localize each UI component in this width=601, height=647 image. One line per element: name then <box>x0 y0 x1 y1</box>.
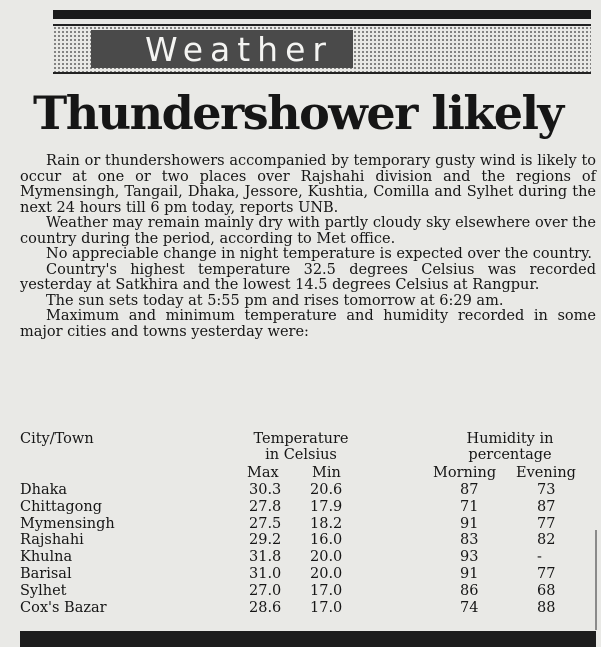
min-cell: 20.0 <box>310 549 343 566</box>
morning-cell: 87 <box>460 482 479 498</box>
morning-cell: 71 <box>460 498 479 515</box>
city-header: City/Town <box>20 431 94 447</box>
paragraph: Weather may remain mainly dry with partly cloudy sky elsewhere over the country during the period, according to Met office. <box>20 215 596 247</box>
morning-header: Morning <box>433 465 497 481</box>
evening-cell: 77 <box>537 565 556 582</box>
city-cell: Sylhet <box>20 582 67 599</box>
section-label: Weather <box>145 30 333 69</box>
min-cell: 16.0 <box>310 532 343 549</box>
paragraph: Country's highest temperature 32.5 degrees Celsius was recorded yesterday at Satkhira and the lowest 14.5 degrees Celsius at Rangpur. <box>20 261 596 293</box>
column-rule <box>595 530 597 630</box>
evening-cell: 87 <box>537 498 556 515</box>
table-row <box>0 482 601 499</box>
min-cell: 18.2 <box>310 515 343 532</box>
table-row <box>0 499 601 516</box>
morning-cell: 86 <box>460 582 479 599</box>
humidity-header <box>430 432 590 463</box>
evening-cell: 68 <box>537 582 556 599</box>
city-cell: Chittagong <box>20 498 103 515</box>
max-cell: 27.0 <box>249 582 282 599</box>
evening-cell: 88 <box>537 599 556 616</box>
city-cell: Rajshahi <box>20 532 84 549</box>
city-cell: Khulna <box>20 549 73 566</box>
table-row <box>0 516 601 533</box>
morning-cell: 83 <box>460 532 479 549</box>
bottom-rule <box>20 631 596 647</box>
city-cell: Cox's Bazar <box>20 599 107 616</box>
max-cell: 30.3 <box>249 482 282 498</box>
paragraph: The sun sets today at 5:55 pm and rises tomorrow at 6:29 am. <box>46 292 504 309</box>
humidity-header-line2: percentage <box>468 446 552 463</box>
table-row <box>0 600 601 617</box>
morning-cell: 91 <box>460 565 479 582</box>
table-row <box>0 549 601 566</box>
min-header: Min <box>312 465 341 481</box>
morning-cell: 91 <box>460 515 479 532</box>
temperature-header-line1: Temperature <box>253 431 349 447</box>
humidity-header-line1: Humidity in <box>466 431 554 447</box>
max-cell: 29.2 <box>249 532 282 549</box>
temperature-header-line2: in Celsius <box>265 446 337 463</box>
article-body <box>20 154 596 340</box>
min-cell: 20.0 <box>310 565 343 582</box>
morning-cell: 74 <box>460 599 479 616</box>
table-row <box>0 566 601 583</box>
city-cell: Dhaka <box>20 482 68 498</box>
min-cell: 20.6 <box>310 482 343 498</box>
evening-cell: 73 <box>537 482 556 498</box>
paragraph: Maximum and minimum temperature and humidity recorded in some major cities and towns yesterday were: <box>20 308 596 340</box>
morning-cell: 93 <box>460 549 479 566</box>
max-cell: 27.5 <box>249 515 282 532</box>
min-cell: 17.0 <box>310 599 343 616</box>
paragraph: No appreciable change in night temperature is expected over the country. <box>46 246 592 262</box>
max-cell: 28.6 <box>249 599 282 616</box>
city-cell: Mymensingh <box>20 515 115 532</box>
min-cell: 17.0 <box>310 582 343 599</box>
table-row <box>0 532 601 549</box>
temperature-header <box>240 432 362 463</box>
min-cell: 17.9 <box>310 498 343 515</box>
evening-header: Evening <box>516 465 576 481</box>
evening-cell: - <box>537 549 542 566</box>
max-cell: 27.8 <box>249 498 282 515</box>
max-cell: 31.0 <box>249 565 282 582</box>
temperature-table <box>0 482 601 616</box>
evening-cell: 77 <box>537 515 556 532</box>
max-header: Max <box>247 465 279 481</box>
city-cell: Barisal <box>20 565 72 582</box>
top-rule <box>53 10 591 19</box>
evening-cell: 82 <box>537 532 556 549</box>
max-cell: 31.8 <box>249 549 282 566</box>
table-row <box>0 583 601 600</box>
paragraph: Rain or thundershowers accompanied by temporary gusty wind is likely to occur at one or two places over Rajshahi division and the regions of Mymensingh, Tangail, Dhaka, Jessore, Kushtia, Comilla and Sylhet during the next 24 hours till 6 pm today, reports UNB. <box>20 153 596 216</box>
headline: Thundershower likely <box>33 86 563 140</box>
section-banner <box>53 24 591 74</box>
section-label-box <box>91 30 353 68</box>
